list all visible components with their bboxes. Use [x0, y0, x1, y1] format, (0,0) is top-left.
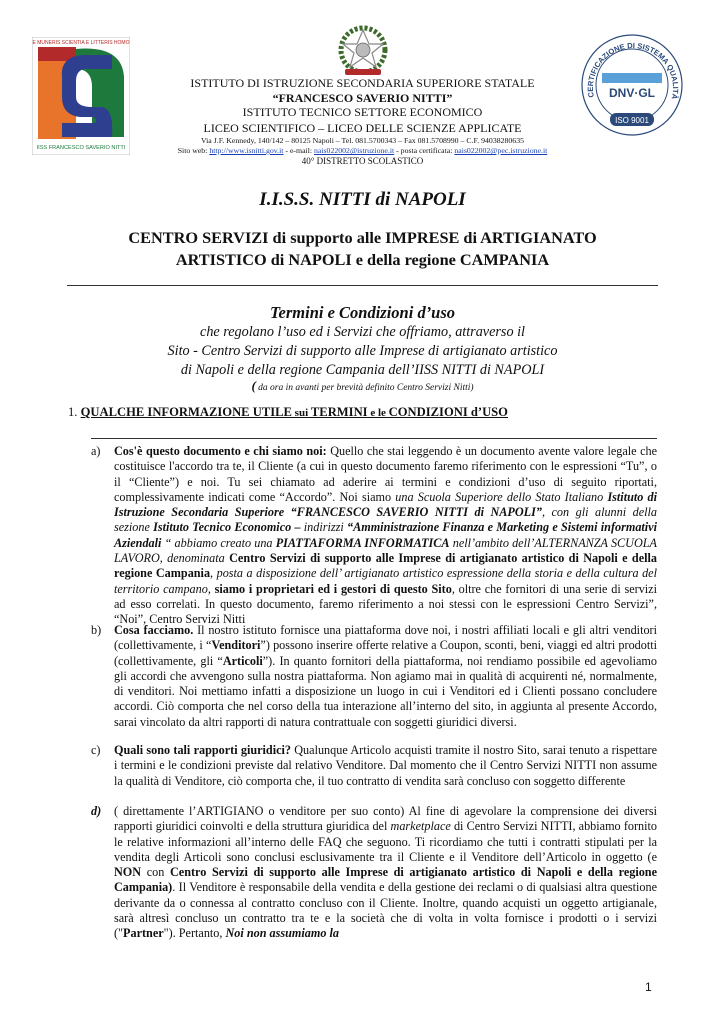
list-item: a) Cos'è questo documento e chi siamo noi: Quello che stai leggendo è un documento avente valore legale che costituisce l'accordo tra te, il Cliente (a cui in questo documento faremo riferimento con le espressioni “Tu”, o il “Cliente”) e noi. Tu sei chiamato ad aderire ai termini e condizioni d’uso di seguito riportati, complessivamente indicati come “Accordo”. Noi siamo una Scuola Superiore dello Stato Italiano Istituto di Istruzione Secondaria Superiore “FRANCESCO SAVERIO NITTI di NAPOLI”, con gli alunni della sezione Istituto Tecnico Economico – indirizzi “Amministrazione Finanza e Marketing e Sistemi informativi Aziendali “ abbiamo creato una PIATTAFORMA INFORMATICA nell’ambito dell’ALTERNANZA SCUOLA LAVORO, denominata Centro Servizi di supporto alle Imprese di artigianato artistico di Napoli e della regione Campania, posta a disposizione dell’ artigianato artistico espressione della storia e della cultura del territorio campano, siamo i proprietari ed i gestori di questo Sito, oltre che fornitori di una serie di servizi ad esso correlati. In questo documento, faremo riferimento a noi stessi con le espressioni Centro Servizi”, “Noi”, Centro Servizi Nitti — [91, 444, 657, 627]
list-marker: a) — [91, 444, 101, 458]
divider — [67, 285, 658, 286]
header-district: 40° DISTRETTO SCOLASTICO — [301, 156, 424, 166]
header-line4: LICEO SCIENTIFICO – LICEO DELLE SCIENZE APPLICATE — [203, 120, 522, 135]
main-title: I.I.S.S. NITTI di NAPOLI — [259, 189, 466, 210]
list-marker: b) — [91, 623, 102, 637]
divider — [91, 438, 657, 439]
centro-servizi-title: CENTRO SERVIZI di supporto alle IMPRESE di ARTIGIANATO ARTISTICO di NAPOLI e della regione CAMPANIA — [128, 228, 597, 269]
header-contacts: Sito web: http://www.isnitti.gov.it - e-mail: nais022002@istruzione.it - posta certificata: nais022002@pec.istruzione.it — [177, 146, 548, 155]
dnv-brand-text: DNV·GL — [609, 86, 655, 100]
list-item: c) Quali sono tali rapporti giuridici? Qualunque Articolo acquisti tramite il nostro Sito, sarai tenuto a rispettare i termini e le condizioni previste dal relativo Venditore. Dal momento che il Centro Servizi NITTI non assume la qualità di Venditore, ciò comporta che, il tuo contratto di vendita sarà concluso con soggetto differente — [91, 743, 657, 788]
header-line3: ISTITUTO TECNICO SETTORE ECONOMICO — [242, 105, 483, 119]
list-marker: d) — [91, 804, 102, 818]
terms-subtitle: che regolano l’uso ed i Servizi che offriamo, attraverso il Sito - Centro Servizi di supporto alle Imprese di artigianato artistico di Napoli e della regione Campania dell’IISS NITTI di NAPOLI ( da ora in avanti per brevità definito Centro Servizi Nitti) — [167, 324, 558, 393]
terms-title: Termini e Condizioni d’uso — [269, 303, 456, 322]
logo-bottom-text: IISS FRANCESCO SAVERIO NITTI — [36, 145, 126, 151]
italian-republic-emblem-icon — [331, 22, 395, 80]
header-line1: ISTITUTO DI ISTRUZIONE SECONDARIA SUPERIORE STATALE — [190, 76, 535, 90]
logo-top-text: E MUNERIS SCIENTIA E LITTERIS HOMO — [32, 40, 130, 46]
certification-ring-text: CERTIFICAZIONE DI SISTEMA QUALITÀ — [585, 41, 681, 101]
header-address: Via J.F. Kennedy, 140/142 – 80125 Napoli – Tel. 081.5700343 – Fax 081.5708990 – C.F. 94038280635 — [200, 136, 525, 145]
list-item: d) ( direttamente l’ARTIGIANO o venditore per suo conto) Al fine di agevolare la comprensione dei diversi rapporti giuridici coinvolti e della struttura giuridica del marketplace di Centro Servizi NITTI, abbiamo fornito le relative informazioni all’interno delle FAQ che seguono. Ti ricordiamo che tutti i contratti stipulati per la vendita degli Articoli sono conclusi esclusivamente tra il Cliente e il Venditore dell’Articolo in oggetto (e NON con Centro Servizi di supporto alle Imprese di artigianato artistico di Napoli e della regione Campania). Il Venditore è responsabile della vendita e della gestione dei reclami o di qualsiasi altra questione derivante da o connessa al contratto concluso con il Cliente. Inoltre, quando acquisti un oggetto artigianale, sarà altresì concluso un contratto tra te e la società che di volta in volta fornisce i prodotti o i servizi ("Partner"). Pertanto, Noi non assumiamo la — [91, 804, 657, 941]
iso-standard-text: ISO 9001 — [615, 116, 649, 125]
list-item: b) Cosa facciamo. Il nostro istituto fornisce una piattaforma dove noi, i nostri affiliati locali e gli altri venditori (collettivamente, i “Venditori”) possono inserire offerte relative a Coupon, sconti, beni, viaggi ed altri prodotti (collettivamente, gli “Articoli”). In quanto fornitori della piattaforma, noi rendiamo possibile ed agevoliamo gli accordi che avvengono sulla nostra piattaforma. Non agiamo mai in qualità di acquirenti né, normalmente, di venditori. Noi mettiamo infatti a disposizione un luogo in cui i Venditori ed i Clienti possano concludere accordi. Ciò comporta che nel corso della tua interazione all’interno del sito, in aggiunta al presente Accordo, sarai vincolato da altri rapporti di natura contrattuale con soggetti giuridici diversi. — [91, 623, 658, 729]
header-line2: “FRANCESCO SAVERIO NITTI” — [272, 90, 453, 105]
school-logo — [32, 37, 130, 155]
email-link[interactable]: nais022002@istruzione.it — [314, 146, 395, 155]
list-marker: c) — [91, 743, 101, 757]
section-heading: 1. QUALCHE INFORMAZIONE UTILE sui TERMINI e le CONDIZIONI d’USO — [68, 405, 508, 419]
website-link[interactable]: http://www.isnitti.gov.it — [209, 146, 284, 155]
dnv-gl-certification-logo — [580, 33, 684, 137]
school-header — [160, 76, 565, 166]
pec-link[interactable]: nais022002@pec.istruzione.it — [454, 146, 548, 155]
page-number: 1 — [645, 980, 652, 994]
